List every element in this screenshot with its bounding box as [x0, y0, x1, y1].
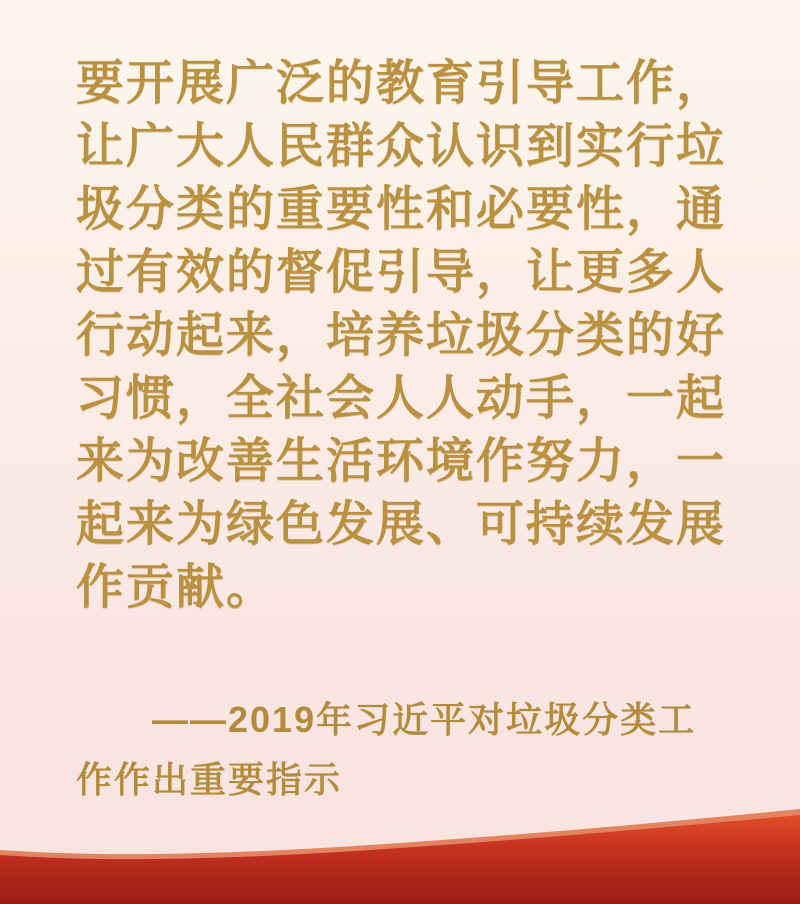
quote-line-6: 习惯，全社会人人动手，一起	[76, 372, 727, 425]
quote-line-3: 圾分类的重要性和必要性，通	[76, 183, 727, 236]
quote-text-block	[76, 52, 756, 619]
attribution-line-1: ——2019年习近平对垃圾分类工	[152, 699, 697, 740]
attribution-line-2: 作作出重要指示	[76, 759, 343, 800]
quote-line-8: 起来为绿色发展、可持续发展	[76, 498, 727, 551]
red-wave-decoration	[0, 780, 800, 904]
quote-line-4: 过有效的督促引导，让更多人	[76, 246, 727, 299]
wave-main-band	[0, 815, 800, 904]
quote-line-7: 来为改善生活环境作努力，一	[76, 435, 727, 488]
quote-line-1: 要开展广泛的教育引导工作，	[76, 57, 727, 110]
quote-line-9: 作贡献。	[76, 561, 277, 614]
quote-line-2: 让广大人民群众认识到实行垃	[76, 120, 727, 173]
quote-line-5: 行动起来，培养垃圾分类的好	[76, 309, 727, 362]
